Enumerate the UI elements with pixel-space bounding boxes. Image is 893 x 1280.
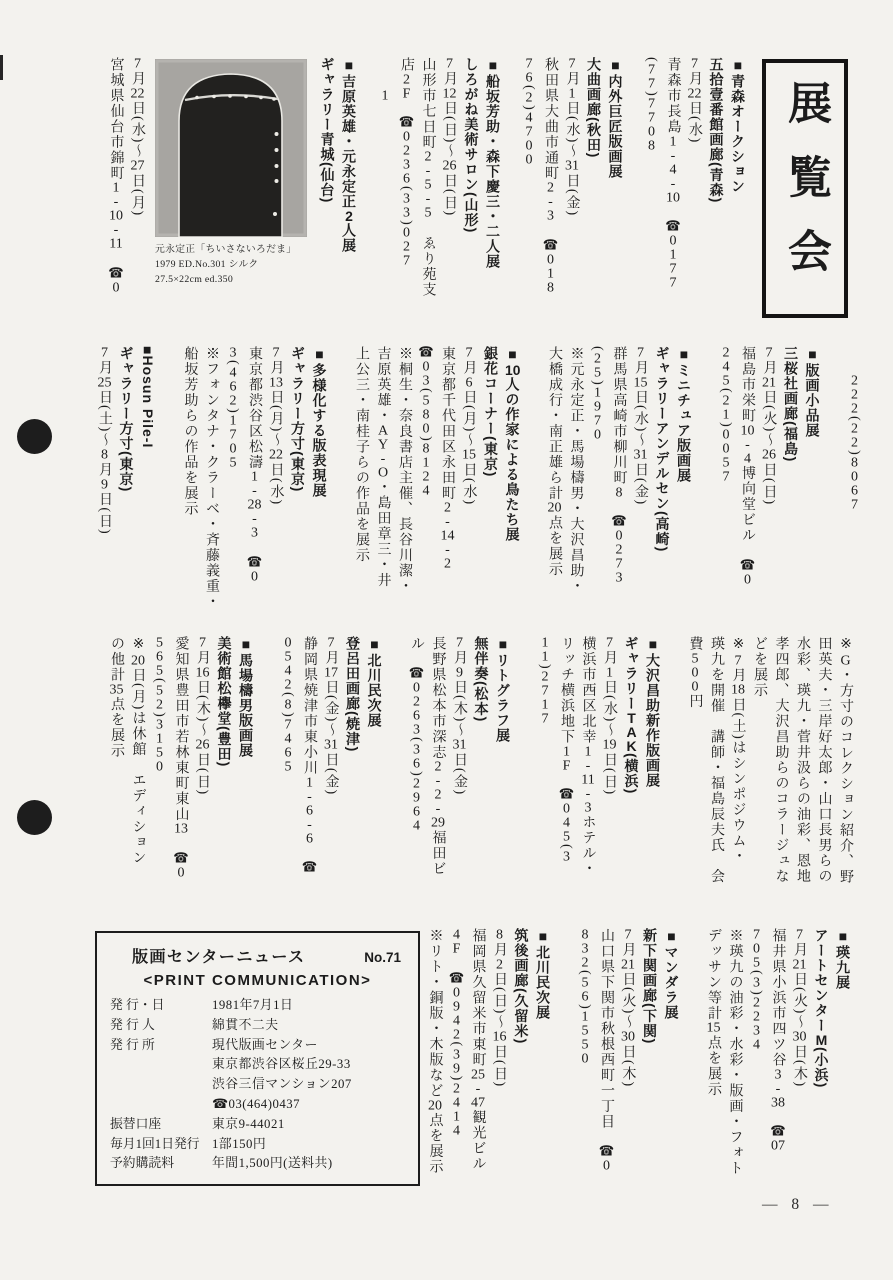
punch-hole-bottom [17,800,52,835]
entry-line: 東京都千代田区永田町2-14-2 [440,346,455,571]
entry-lithograph-exhibition [406,636,514,928]
entry-line: 水彩、瑛九・菅井汲らの油彩、恩地 [795,636,810,884]
entry-title: ■版画小品展 [804,346,821,438]
entry-venue: ギャラリーTAK(横浜) [623,636,640,795]
entry-line: 孝四郎、大沢昌助らのコラージュな [773,636,789,884]
entry-line: 福島市栄町10-4博向堂ビル ☎0 [739,346,756,587]
entry-venue: 三桜社画廊(福島) [783,346,799,463]
entry-venue: アートセンターM(小浜) [813,928,830,1089]
colophon-box [95,931,420,1186]
entry-line: 3(462)1705 [225,346,241,471]
entry-line: 大橋成行・南正雄ら計20点を展示 [547,346,562,577]
newsletter-title: 版画センターニュース [132,949,306,966]
entry-venue: 筑後画廊(久留米) [513,928,530,1045]
artwork-caption [155,242,307,288]
colophon-row-value: 年間1,500円(送料共) [212,1156,333,1171]
colophon-row-value: 1部150円 [212,1136,267,1151]
entry-ten-artists-birds [351,346,523,636]
entry-title: ■瑛九展 [835,928,851,990]
entry-hosun-collection-note [684,636,856,928]
colophon-row-value: 東京9-44021 [212,1116,285,1131]
entry-line: ※7月18日(土)はシンポジウム・ [730,636,746,865]
entry-line: 7月25日(土)〜8月9日(日) [97,346,112,536]
entry-line: デッサン等計15点を展示 [706,928,721,1097]
punch-hole-top [17,419,52,454]
entry-line: ※元永定正・馬場檮男・大沢昌助・ [568,346,584,594]
entry-line: 長野県松本市深志2-2-29福田ビ [430,636,446,877]
colophon-row-label: 発 行 人 [110,1017,155,1032]
entry-line: ☎03(580)8124 [418,346,434,499]
entry-line: 832(56)1550 [577,928,593,1067]
entry-line: 東京都渋谷区松濤1-28-3 ☎0 [246,346,263,584]
entry-venue: ギャラリー方寸(東京) [290,346,306,493]
entry-line: 565(52)3150 [152,636,167,775]
entry-venue: 美術館松欅堂(豊田) [216,636,233,768]
entry-osawa-new-prints [534,636,663,928]
entry-kitagawa-tamiji-kurume [424,928,553,1206]
entry-venue: 五拾壹番館画廊(青森) [708,57,725,204]
colophon-row-value: 1981年7月1日 [212,998,294,1012]
entry-line: 4F ☎0942(39)2414 [448,928,465,1138]
entry-title: ■10人の作家による鳥たち展 [504,346,521,542]
colophon-row [110,1036,405,1056]
entry-line: ※20日(月)は休館 エディション [130,636,146,866]
entry-line: リッチ横浜地下1F ☎045(3 [558,636,575,865]
entry-eikyu-exhibition [703,928,854,1206]
page-title: 展覧会 [781,80,830,302]
entry-naigai-masters-print [518,57,626,349]
entry-line: 8月2日(日)〜16日(日) [492,928,507,1088]
entry-line: 7月1日(水)〜31日(金) [564,57,580,217]
entry-venue: ギャラリー方寸(東京) [118,346,135,493]
entry-line: 青森市長島1-4-10 ☎0177 [665,57,681,290]
exhibition-band-4 [403,928,853,1206]
entry-line: 山口県下関市秋根西町一丁目 ☎0 [598,928,615,1173]
entry-title: ■Hosun Pile-I [140,346,156,449]
entry-line: 1 [381,89,389,103]
entry-line: (25)1970 [590,346,605,443]
entry-line: 7月21日(火)〜26日(日) [761,346,777,506]
entry-line: 7月22日(水)〜27日(月) [130,57,145,217]
entry-line: ※G・方寸のコレクション紹介、野 [838,636,853,885]
entry-line: ※瑛九の油彩・水彩・版画・フォト [727,928,743,1176]
entry-hanga-small-works [715,346,823,636]
entry-diversifying-print-expression [179,346,330,636]
entry-line: 費500円 [687,636,703,709]
entry-line: 222(22)8067 [847,374,862,513]
colophon-row-value: 東京都渋谷区桜丘29-33 [212,1057,351,1072]
colophon-row [110,1075,405,1095]
entry-title: ■青森オークション [730,57,746,194]
entry-hosun-pile-1 [94,346,159,636]
entry-line: 上公三・南桂子らの作品を展示 [354,346,369,563]
entry-line: 7月1日(水)〜19日(日) [602,636,617,796]
entry-line: ※桐生・奈良書店主催、長谷川潔・ [397,346,412,594]
colophon-row [110,1095,405,1115]
entry-line: 7月15日(水)〜31日(金) [633,346,648,506]
colophon-row-value: 綿貫不二夫 [212,1017,279,1032]
entry-line: 宮城県仙台市錦町1-10-11 ☎0 [108,57,124,295]
entry-line: 76(2)4700 [521,57,537,168]
entry-line: 7月16日(木)〜26日(日) [195,636,210,796]
artwork-caption-line: 27.5×22cm ed.350 [155,274,234,286]
entry-venue: ギャラリーアンデルセン(高崎) [654,346,671,553]
colophon-header [110,944,405,967]
entry-line: 船坂芳助らの作品を展示 [182,346,198,517]
entry-title: ■船坂芳助・森下慶三・二人展 [485,57,501,269]
entry-line: 静岡県焼津市東小川1-6-6 ☎ [301,636,318,875]
entry-venue: 無伴奏(松本) [473,636,490,723]
entry-line: どを展示 [752,636,767,698]
entry-miniature-hanga [544,346,695,636]
entry-title: ■馬場檮男版画展 [238,636,254,758]
entry-line: (77)7708 [644,57,659,154]
colophon-row-label [110,1095,212,1115]
entry-line: 7月21日(火)〜30日(木) [620,928,636,1088]
entry-title: ■ミニチュア版画展 [676,346,692,483]
entry-line: 群馬県高崎市柳川町8 ☎0273 [611,346,627,585]
entry-line: ※リト・銅版・木版など20点を展示 [427,928,443,1175]
colophon-row-label: 毎月1回1日発行 [110,1136,200,1151]
entry-kitagawa-tamiji-yaizu [277,636,385,928]
entry-line: 愛知県豊田市若林東町東山13 ☎0 [173,636,189,880]
entry-title: ■北川民次展 [366,636,383,728]
entry-line: 0542(8)7465 [280,636,296,775]
entry-title: ■吉原英雄・元永定正2人展 [341,57,357,253]
issue-number: No.71 [364,950,401,965]
entry-baba-prints [106,636,257,928]
entry-venue: 登呂田画廊(焼津) [345,636,361,753]
artwork-caption-line: 1979 ED.No.301 シルク [155,259,259,271]
entry-venue: 大曲画廊(秋田) [586,57,602,159]
entry-title: ■マンダラ展 [663,928,680,1020]
colophon-row-value: ☎03(464)0437 [212,1096,301,1111]
entry-line: の他計35点を展示 [109,636,124,759]
entry-line: 7月12日(日)〜26日(日) [442,57,457,217]
colophon-row-label: 発 行 所 [110,1037,155,1052]
colophon-row-label: 振替口座 [110,1116,162,1131]
entry-yoshihara-motonaga-duo [105,57,359,349]
colophon-row [110,1055,405,1075]
entry-line: 7月13日(月)〜22日(水) [268,346,284,506]
entry-line: 田英夫・三岸好太郎・山口長男らの [816,636,832,884]
entry-venue: 銀花コーナー(東京) [483,346,499,478]
entry-line: 7月17日(金)〜31日(金) [323,636,339,796]
entry-funasaka-morishita-duo [374,57,503,349]
entry-aomori-auction [641,57,749,349]
entry-line: 店2F ☎0236(33)027 [398,57,415,269]
entry-title: ■リトグラフ展 [495,636,511,743]
colophon-row-value: 渋谷三信マンション207 [212,1077,352,1092]
page-number: — 8 — [762,1196,834,1213]
entry-line: 秋田県大曲市通町2-3 ☎018 [542,57,559,295]
artwork-figure [155,59,307,299]
entry-title: ■内外巨匠版画展 [607,57,624,179]
colophon-row-label: 発 行・日 [110,998,165,1012]
entry-line: ル ☎0263(36)2964 [408,636,425,834]
entry-line: 7月9日(木)〜31日(金) [452,636,467,796]
entry-line: 7月6日(月)〜15日(水) [461,346,477,506]
colophon-row-value: 現代版画センター [212,1037,318,1052]
exhibition-band-2 [73,346,866,636]
entry-sendai-phone-continuation [844,346,866,636]
entry-title: ■大沢昌助新作版画展 [645,636,661,788]
entry-line: 7月22日(水) [687,57,702,144]
exhibition-band-1 [90,57,848,349]
colophon-row-label: 予約購読料 [110,1156,174,1171]
entry-line: 横浜市西区北幸1-11-3ホテル・ [580,636,596,877]
artwork-image [155,59,307,237]
entry-line: ※フォンタナ・クラーベ・斉藤義重・ [204,346,219,610]
colophon-row [110,996,405,1016]
page-title-box [762,59,848,318]
entry-line: 吉原英雄・AY-O・島田章三・井 [375,346,391,588]
entry-mandala-exhibition [574,928,682,1206]
entry-line: 山形市七日町2-5-5 ゑり苑支 [420,57,436,298]
entry-line: 705(3)2234 [749,928,764,1053]
exhibition-band-3 [85,636,857,928]
entry-title: ■多様化する版表現展 [311,346,328,498]
entry-line: 福岡県久留米市東町25-47観光ビル [470,928,486,1172]
entry-line: 245(21)0057 [718,346,734,485]
entry-venue: ギャラリー青城(仙台) [319,57,336,204]
colophon-row-label [110,1055,212,1075]
colophon-rows [110,996,405,1174]
colophon-row-label [110,1075,212,1095]
entry-venue: 新下関画廊(下関) [642,928,658,1045]
entry-line: 11)2717 [537,636,553,727]
entry-line: 福井県小浜市四ツ谷3-38 ☎07 [770,928,786,1153]
entry-title: ■北川民次展 [535,928,551,1020]
artwork-caption-line: 元永定正「ちいさないろだま」 [155,244,297,255]
colophon-row [110,1016,405,1036]
entry-line: 7月21日(火)〜30日(木) [792,928,807,1088]
entry-line: 瑛九を開催 講師・福島辰夫氏 会 [709,636,724,884]
colophon-row [110,1115,405,1135]
newsletter-subtitle: <PRINT COMMUNICATION> [143,972,372,989]
colophon-row [110,1154,405,1174]
scan-edge-artifact [0,55,3,80]
entry-venue: しろがね美術サロン(山形) [463,57,480,234]
colophon-row [110,1135,405,1155]
